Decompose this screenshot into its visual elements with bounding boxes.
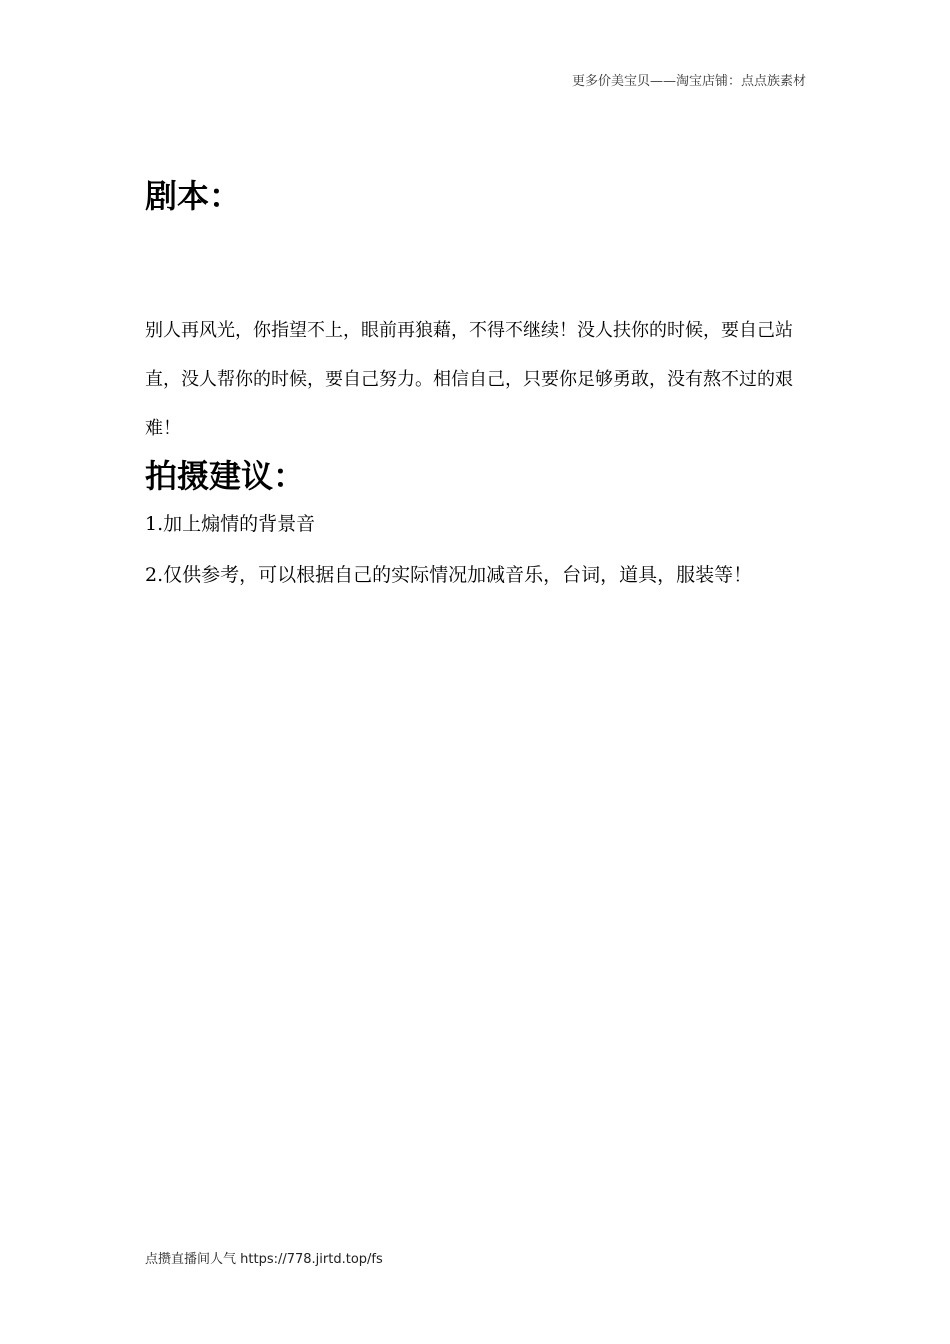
footer-note: 点攒直播间人气 https://778.jirtd.top/fs (145, 1252, 383, 1267)
list-item: 2.仅供参考，可以根据自己的实际情况加减音乐，台词，道具，服装等！ (145, 564, 753, 586)
script-body: 别人再风光，你指望不上，眼前再狼藉，不得不继续！没人扶你的时候，要自己站直，没人帮你的时候，要自己努力。相信自己，只要你足够勇敢，没有熬不过的艰难！ (145, 320, 793, 439)
header-note: 更多价美宝贝——淘宝店铺：点点族素材 (571, 74, 806, 89)
script-heading: 剧本： (145, 177, 242, 215)
shooting-tips-list (145, 507, 835, 609)
list-item: 1.加上煽情的背景音 (145, 513, 316, 535)
shooting-tips-heading: 拍摄建议： (145, 457, 306, 495)
